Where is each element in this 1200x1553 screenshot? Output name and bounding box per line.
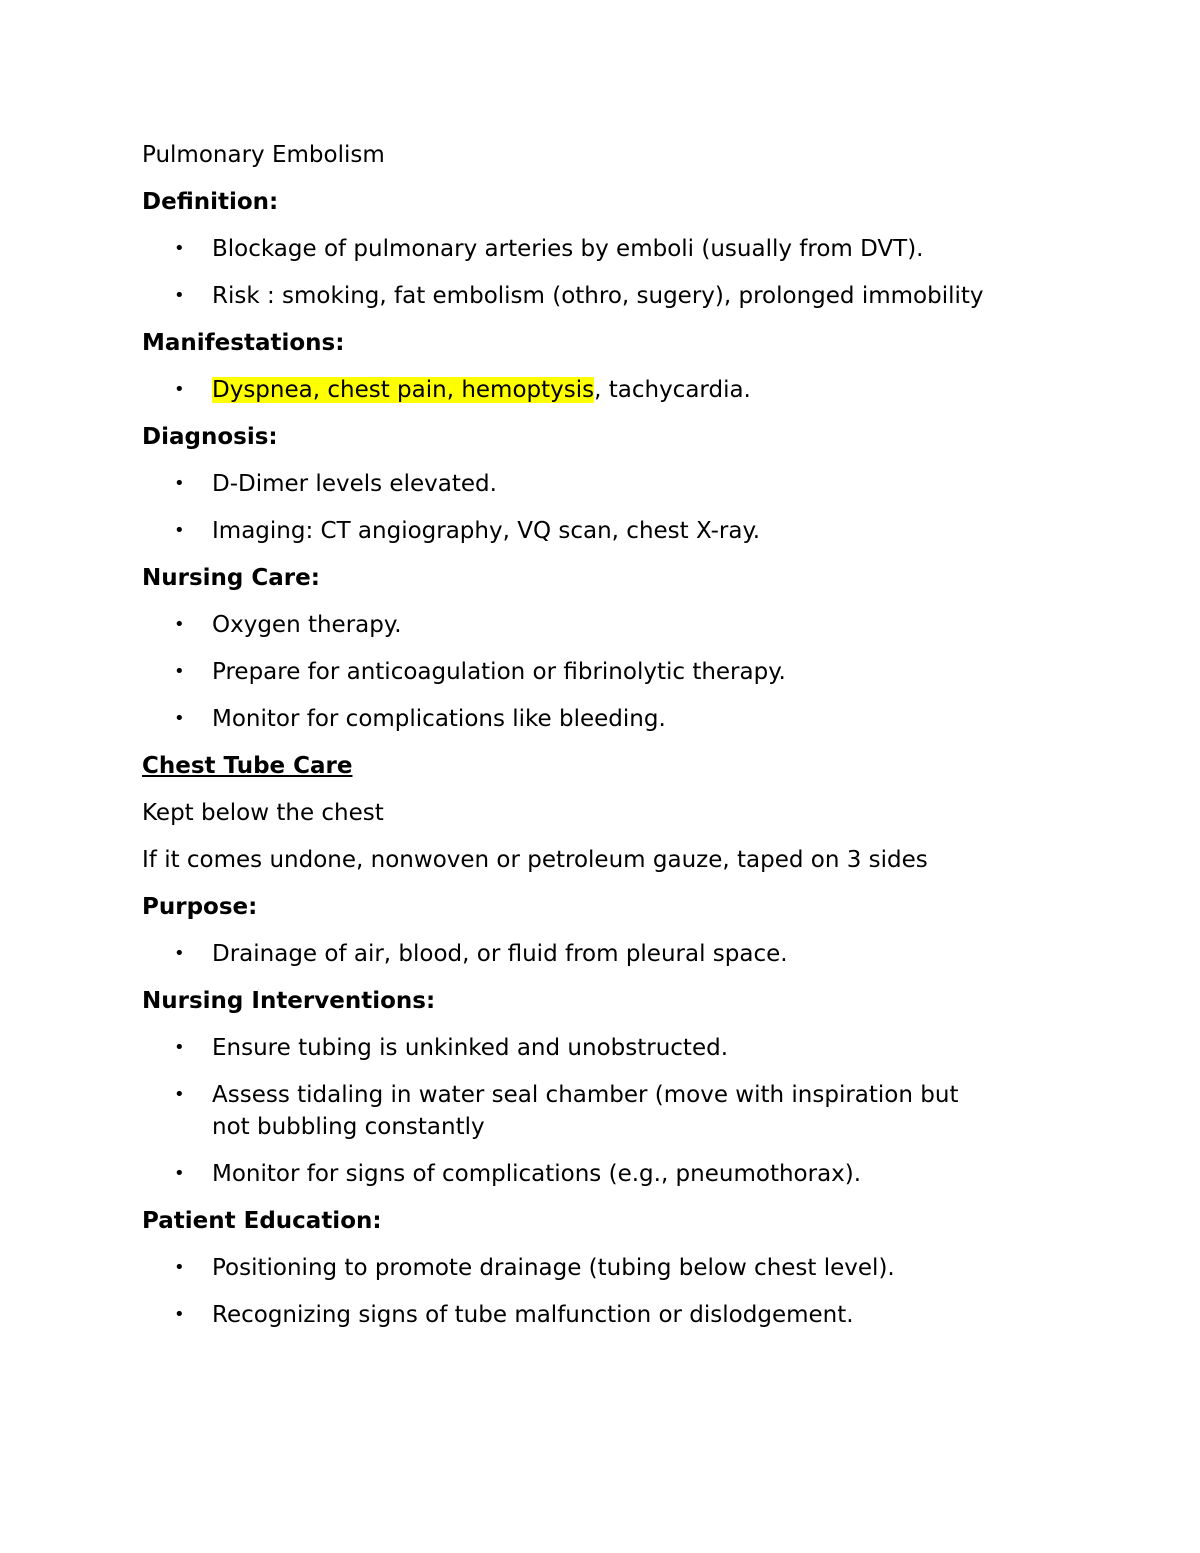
chest-tube-line-2: If it comes undone, nonwoven or petroleum gauze, taped on 3 sides: [142, 847, 928, 873]
bullet-icon: •: [174, 379, 185, 400]
nursing-interventions-heading: Nursing Interventions:: [142, 988, 436, 1014]
bullet-icon: •: [174, 1163, 185, 1184]
list-item-text: Assess tidaling in water seal chamber (move with inspiration but not bubbling constantly: [212, 1082, 959, 1140]
list-item-text: Imaging: CT angiography, VQ scan, chest X-ray.: [212, 518, 761, 544]
list-item: [142, 278, 1042, 325]
list-item: [142, 513, 1042, 560]
bullet-icon: •: [174, 238, 185, 259]
list-item: [142, 654, 1042, 701]
bullet-icon: •: [174, 1257, 185, 1278]
document-title: Pulmonary Embolism: [142, 142, 385, 168]
diagnosis-list: [142, 466, 1042, 560]
bullet-icon: •: [174, 661, 185, 682]
purpose-heading: Purpose:: [142, 894, 258, 920]
list-item: [142, 1030, 1042, 1077]
definition-list: [142, 231, 1042, 325]
list-item: [142, 231, 1042, 278]
list-item-text: Blockage of pulmonary arteries by emboli (usually from DVT).: [212, 236, 924, 262]
list-item: [142, 936, 1042, 983]
patient-education-heading: Patient Education:: [142, 1208, 382, 1234]
bullet-icon: •: [174, 943, 185, 964]
highlighted-text: Dyspnea, chest pain, hemoptysis: [212, 377, 595, 403]
definition-heading: Definition:: [142, 189, 279, 215]
bullet-icon: •: [174, 708, 185, 729]
manifestations-list: [142, 372, 1042, 419]
list-item: [142, 607, 1042, 654]
nursing-care-list: [142, 607, 1042, 748]
bullet-icon: •: [174, 1037, 185, 1058]
patient-education-list: [142, 1250, 1042, 1344]
bullet-icon: •: [174, 614, 185, 635]
list-item-text: Positioning to promote drainage (tubing below chest level).: [212, 1255, 895, 1281]
list-item-text: Monitor for complications like bleeding.: [212, 706, 666, 732]
list-item: [142, 701, 1042, 748]
nursing-interventions-list: [142, 1030, 1042, 1203]
manifestations-heading: Manifestations:: [142, 330, 345, 356]
list-item-text: Ensure tubing is unkinked and unobstructed.: [212, 1035, 729, 1061]
list-item: [142, 372, 1042, 419]
document-page: [142, 137, 1042, 1344]
bullet-icon: •: [174, 520, 185, 541]
bullet-icon: •: [174, 1084, 185, 1105]
chest-tube-title: Chest Tube Care: [142, 753, 353, 779]
chest-tube-line-1: Kept below the chest: [142, 800, 384, 826]
bullet-icon: •: [174, 285, 185, 306]
list-item: [142, 1077, 962, 1156]
list-item-text: Drainage of air, blood, or fluid from pleural space.: [212, 941, 788, 967]
list-item-text: , tachycardia.: [594, 377, 751, 403]
list-item-text: Recognizing signs of tube malfunction or dislodgement.: [212, 1302, 854, 1328]
list-item: [142, 1250, 1042, 1297]
list-item-text: Monitor for signs of complications (e.g., pneumothorax).: [212, 1161, 862, 1187]
list-item: [142, 1297, 1042, 1344]
list-item: [142, 466, 1042, 513]
list-item-text: D-Dimer levels elevated.: [212, 471, 497, 497]
diagnosis-heading: Diagnosis:: [142, 424, 278, 450]
list-item-text: Risk : smoking, fat embolism (othro, sugery), prolonged immobility: [212, 283, 984, 309]
bullet-icon: •: [174, 1304, 185, 1325]
nursing-care-heading: Nursing Care:: [142, 565, 320, 591]
bullet-icon: •: [174, 473, 185, 494]
list-item-text: Prepare for anticoagulation or fibrinolytic therapy.: [212, 659, 786, 685]
list-item-text: Oxygen therapy.: [212, 612, 402, 638]
purpose-list: [142, 936, 1042, 983]
list-item: [142, 1156, 1042, 1203]
